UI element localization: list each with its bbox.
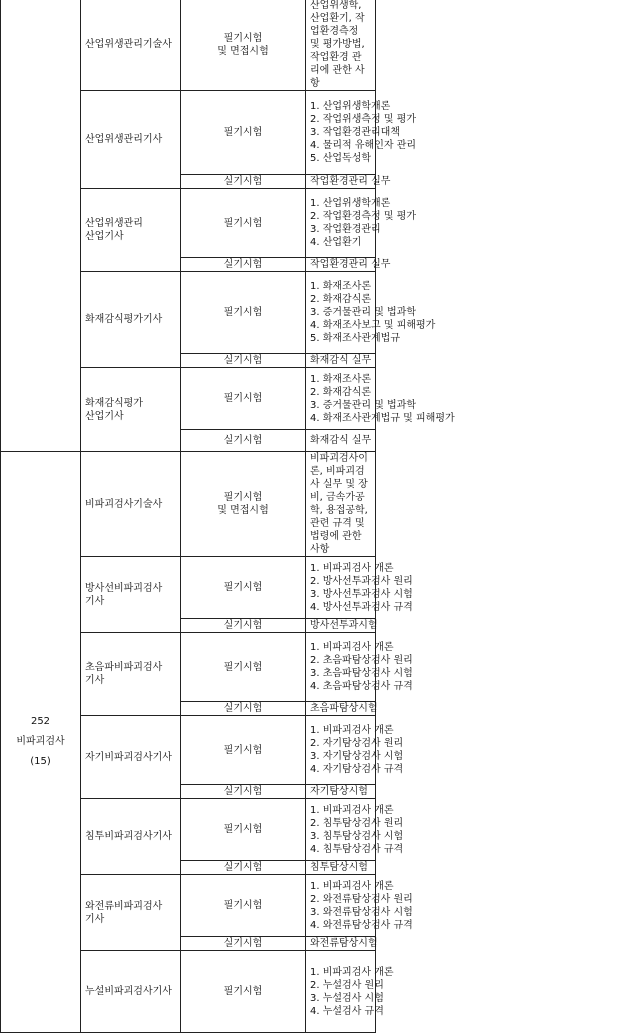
exam-type-cell [181,0,306,91]
certification-name-line: 와전류비파괴검사 [85,900,163,912]
exam-subject-line: 자기탐상시험 [310,786,368,797]
exam-subject-line: 3. 작업환경관리대책 [310,127,400,138]
exam-subject-line: 화재감식 실무 [310,355,372,366]
exam-subject-line: 1. 비파괴검사 개론 [310,880,394,892]
exam-subject-line: 4. 물리적 유해인자 관리 [310,140,417,151]
exam-subject-line: 작업환경관리 실무 [310,176,391,187]
exam-subjects-cell [306,937,376,951]
field-cell [1,0,81,452]
certification-name-cell [81,951,181,1033]
exam-subject-line: 5. 산업독성학 [310,153,372,164]
exam-subject-line: 방사선투과시험 [310,620,378,631]
certification-name-line: 산업위생관리기사 [85,134,163,145]
exam-subjects-cell [306,272,436,354]
exam-subject-line: 1. 비파괴검사 개론 [310,966,394,978]
certification-name-line: 산업기사 [85,231,124,242]
certification-name-line: 산업기사 [85,410,124,422]
field-label-line: 252 [30,716,51,727]
exam-subject-line: 5. 화재조사관계법규 [310,333,400,344]
exam-type-cell [181,716,306,785]
exam-type-line: 필기시험 [223,744,263,756]
exam-subject-line: 4. 화재조사관계법규 및 피해평가 [310,412,455,424]
exam-type-cell [181,272,306,354]
exam-subjects-cell [306,633,413,702]
exam-row [1,799,641,861]
exam-type-cell [181,619,306,633]
certification-name-line: 기사 [85,913,105,925]
exam-subject-line: 2. 작업환경측정 및 평가 [310,211,417,222]
exam-type-cell [181,430,306,452]
exam-type-cell [181,368,306,430]
certification-name-line: 산업위생관리 [85,218,143,229]
exam-subject-line: 4. 침투탐상검사 규격 [310,843,404,855]
exam-subjects-cell [306,452,376,557]
certification-name-cell [81,799,181,875]
certification-name-cell [81,875,181,951]
exam-type-line: 실기시험 [223,938,263,949]
exam-subjects-cell [306,951,394,1033]
exam-subject-line: 3. 누설검사 시험 [310,992,384,1004]
certification-name-cell [81,557,181,633]
exam-subject-line: 3. 침투탐상검사 시험 [310,830,404,842]
exam-subject-line: 4. 산업환기 [310,237,362,248]
exam-subjects-cell [306,861,376,875]
exam-row [1,0,641,91]
exam-subject-line: 1. 비파괴검사 개론 [310,725,394,736]
certification-name-cell [81,272,181,368]
exam-subject-line: 4. 초음파탐상검사 규격 [310,681,413,692]
exam-type-cell [181,799,306,861]
certification-name-line: 기사 [85,595,105,607]
exam-type-line: 필기시험 [223,307,263,318]
exam-type-line: 필기시험 [223,127,263,138]
exam-subjects-cell [306,785,376,799]
exam-type-cell [181,633,306,702]
exam-subject-line: 4. 자기탐상검사 규격 [310,764,404,775]
exam-type-line: 실기시험 [223,620,263,631]
exam-type-cell [181,875,306,937]
exam-subject-line: 와전류탐상시험 [310,938,378,949]
certification-name-cell [81,91,181,189]
exam-row [1,91,641,175]
certification-name-line: 방사선비파괴검사 [85,582,163,594]
certification-name-line: 화재감식평가 [85,397,143,409]
exam-row [1,368,641,430]
exam-subject-line: 4. 방사선투과검사 규격 [310,601,413,613]
exam-subject-line: 2. 작업위생측정 및 평가 [310,114,417,125]
exam-subjects-cell [306,702,376,716]
exam-subject-line: 1. 산업위생학개론 [310,101,391,112]
exam-row [1,272,641,354]
exam-subject-line: 3. 증거물관리 및 법과학 [310,399,417,411]
certification-name-line: 기사 [85,675,105,686]
exam-type-cell [181,557,306,619]
exam-type-cell [181,258,306,272]
exam-subjects-cell [306,368,455,430]
certification-name-cell [81,716,181,799]
exam-subject-line: 3. 자기탐상검사 시험 [310,751,404,762]
exam-subject-line: 2. 침투탐상검사 원리 [310,817,404,829]
exam-type-cell [181,91,306,175]
exam-type-line: 실기시험 [223,355,263,366]
exam-subjects-cell [306,716,404,785]
exam-subject-line: 1. 화재조사론 [310,373,372,385]
certification-name-line: 비파괴검사기술사 [85,498,163,510]
exam-subjects-cell [306,430,376,452]
exam-subject-line: 2. 초음파탐상검사 원리 [310,655,413,666]
exam-subject-line: 1. 화재조사론 [310,281,372,292]
exam-type-cell [181,452,306,557]
certification-name-line: 누설비파괴검사기사 [85,986,172,997]
exam-subject-line: 2. 와전류탐상검사 원리 [310,893,413,905]
certification-name-cell [81,368,181,452]
certification-name-cell [81,633,181,716]
certification-name-line: 초음파비파괴검사 [85,662,163,673]
certification-name-line: 자기비파괴검사기사 [85,751,172,763]
exam-subject-line: 2. 자기탐상검사 원리 [310,738,404,749]
exam-subject-line: 3. 초음파탐상검사 시험 [310,668,413,679]
exam-subject-line: 1. 산업위생학개론 [310,198,391,209]
exam-subject-line: 4. 누설검사 규격 [310,1005,384,1017]
exam-subject-line: 화재감식 실무 [310,435,372,446]
exam-subject-line: 1. 비파괴검사 개론 [310,804,394,816]
exam-type-line: 필기시험 [223,32,263,44]
exam-type-cell [181,951,306,1033]
field-label-line: 비파괴검사 [16,736,65,747]
exam-row [1,557,641,619]
field-label-line: (15) [30,756,51,767]
exam-subject-line: 4. 화재조사보고 및 피해평가 [310,320,436,331]
exam-subjects-cell [306,258,391,272]
exam-subjects-cell [306,189,417,258]
exam-type-line: 실기시험 [223,786,263,797]
exam-type-line: 실기시험 [223,435,263,446]
certification-name-cell [81,189,181,272]
exam-subject-line: 초음파탐상시험 [310,703,378,714]
exam-type-cell [181,189,306,258]
exam-type-cell [181,354,306,368]
exam-row [1,633,641,702]
exam-type-line: 필기시험 [223,217,263,229]
exam-subjects-cell [306,619,376,633]
exam-row [1,951,641,1033]
exam-subjects-cell [306,875,413,937]
exam-subjects-cell [306,0,376,91]
exam-type-line: 실기시험 [223,862,263,873]
exam-subject-line: 3. 와전류탐상검사 시험 [310,906,413,918]
certification-name-line: 화재감식평가기사 [85,314,163,325]
exam-subject-line: 산업위생학, 산업환기, 작업환경측정 및 평가방법, 작업환경 관리에 관한 사항 [310,0,365,89]
exam-type-cell [181,937,306,951]
certification-name-line: 산업위생관리기술사 [85,39,172,50]
exam-type-cell [181,175,306,189]
exam-subject-line: 3. 작업환경관리 [310,224,381,235]
certification-name-cell [81,0,181,91]
exam-subjects-cell [306,354,376,368]
exam-type-cell [181,861,306,875]
exam-subject-line: 3. 증거물관리 및 법과학 [310,307,417,318]
exam-subject-line: 2. 화재감식론 [310,386,372,398]
exam-type-cell [181,785,306,799]
exam-subject-line: 2. 방사선투과검사 원리 [310,575,413,587]
exam-type-line: 필기시험 [223,824,263,835]
certification-name-cell [81,452,181,557]
exam-subject-line: 작업환경관리 실무 [310,259,391,270]
certification-name-line: 침투비파괴검사기사 [85,831,172,842]
exam-subjects-cell [306,91,417,175]
exam-subject-line: 2. 누설검사 원리 [310,979,384,991]
exam-type-line: 실기시험 [223,703,263,714]
exam-subjects-cell [306,175,391,189]
exam-type-line: 및 면접시험 [217,45,269,57]
exam-type-line: 필기시험 [223,661,263,673]
exam-type-line: 및 면접시험 [217,505,269,516]
exam-row [1,875,641,937]
exam-type-line: 필기시험 [223,900,263,911]
exam-type-line: 실기시험 [223,259,263,270]
exam-type-line: 필기시험 [223,393,263,404]
exam-type-line: 실기시험 [223,176,263,187]
exam-subject-line: 4. 와전류탐상검사 규격 [310,919,413,931]
exam-subject-line: 1. 비파괴검사 개론 [310,562,394,574]
exam-subject-line: 침투탐상시험 [310,862,368,873]
exam-type-line: 필기시험 [223,986,263,997]
exam-subject-line: 비파괴검사이론, 비파괴검사 실무 및 장비, 금속가공학, 용접공학, 관련 규격 및 법령에 관한 사항 [310,453,368,555]
exam-type-cell [181,702,306,716]
field-cell [1,452,81,1033]
exam-subjects-cell [306,557,413,619]
exam-subject-line: 1. 비파괴검사 개론 [310,642,394,653]
exam-subject-line: 3. 방사선투과검사 시험 [310,588,413,600]
exam-row [1,716,641,785]
exam-subject-line: 2. 화재감식론 [310,294,372,305]
exam-row [1,452,641,557]
exam-row [1,189,641,258]
exam-type-line: 필기시험 [223,582,263,593]
exam-type-line: 필기시험 [223,492,263,503]
exam-subjects-cell [306,799,404,861]
